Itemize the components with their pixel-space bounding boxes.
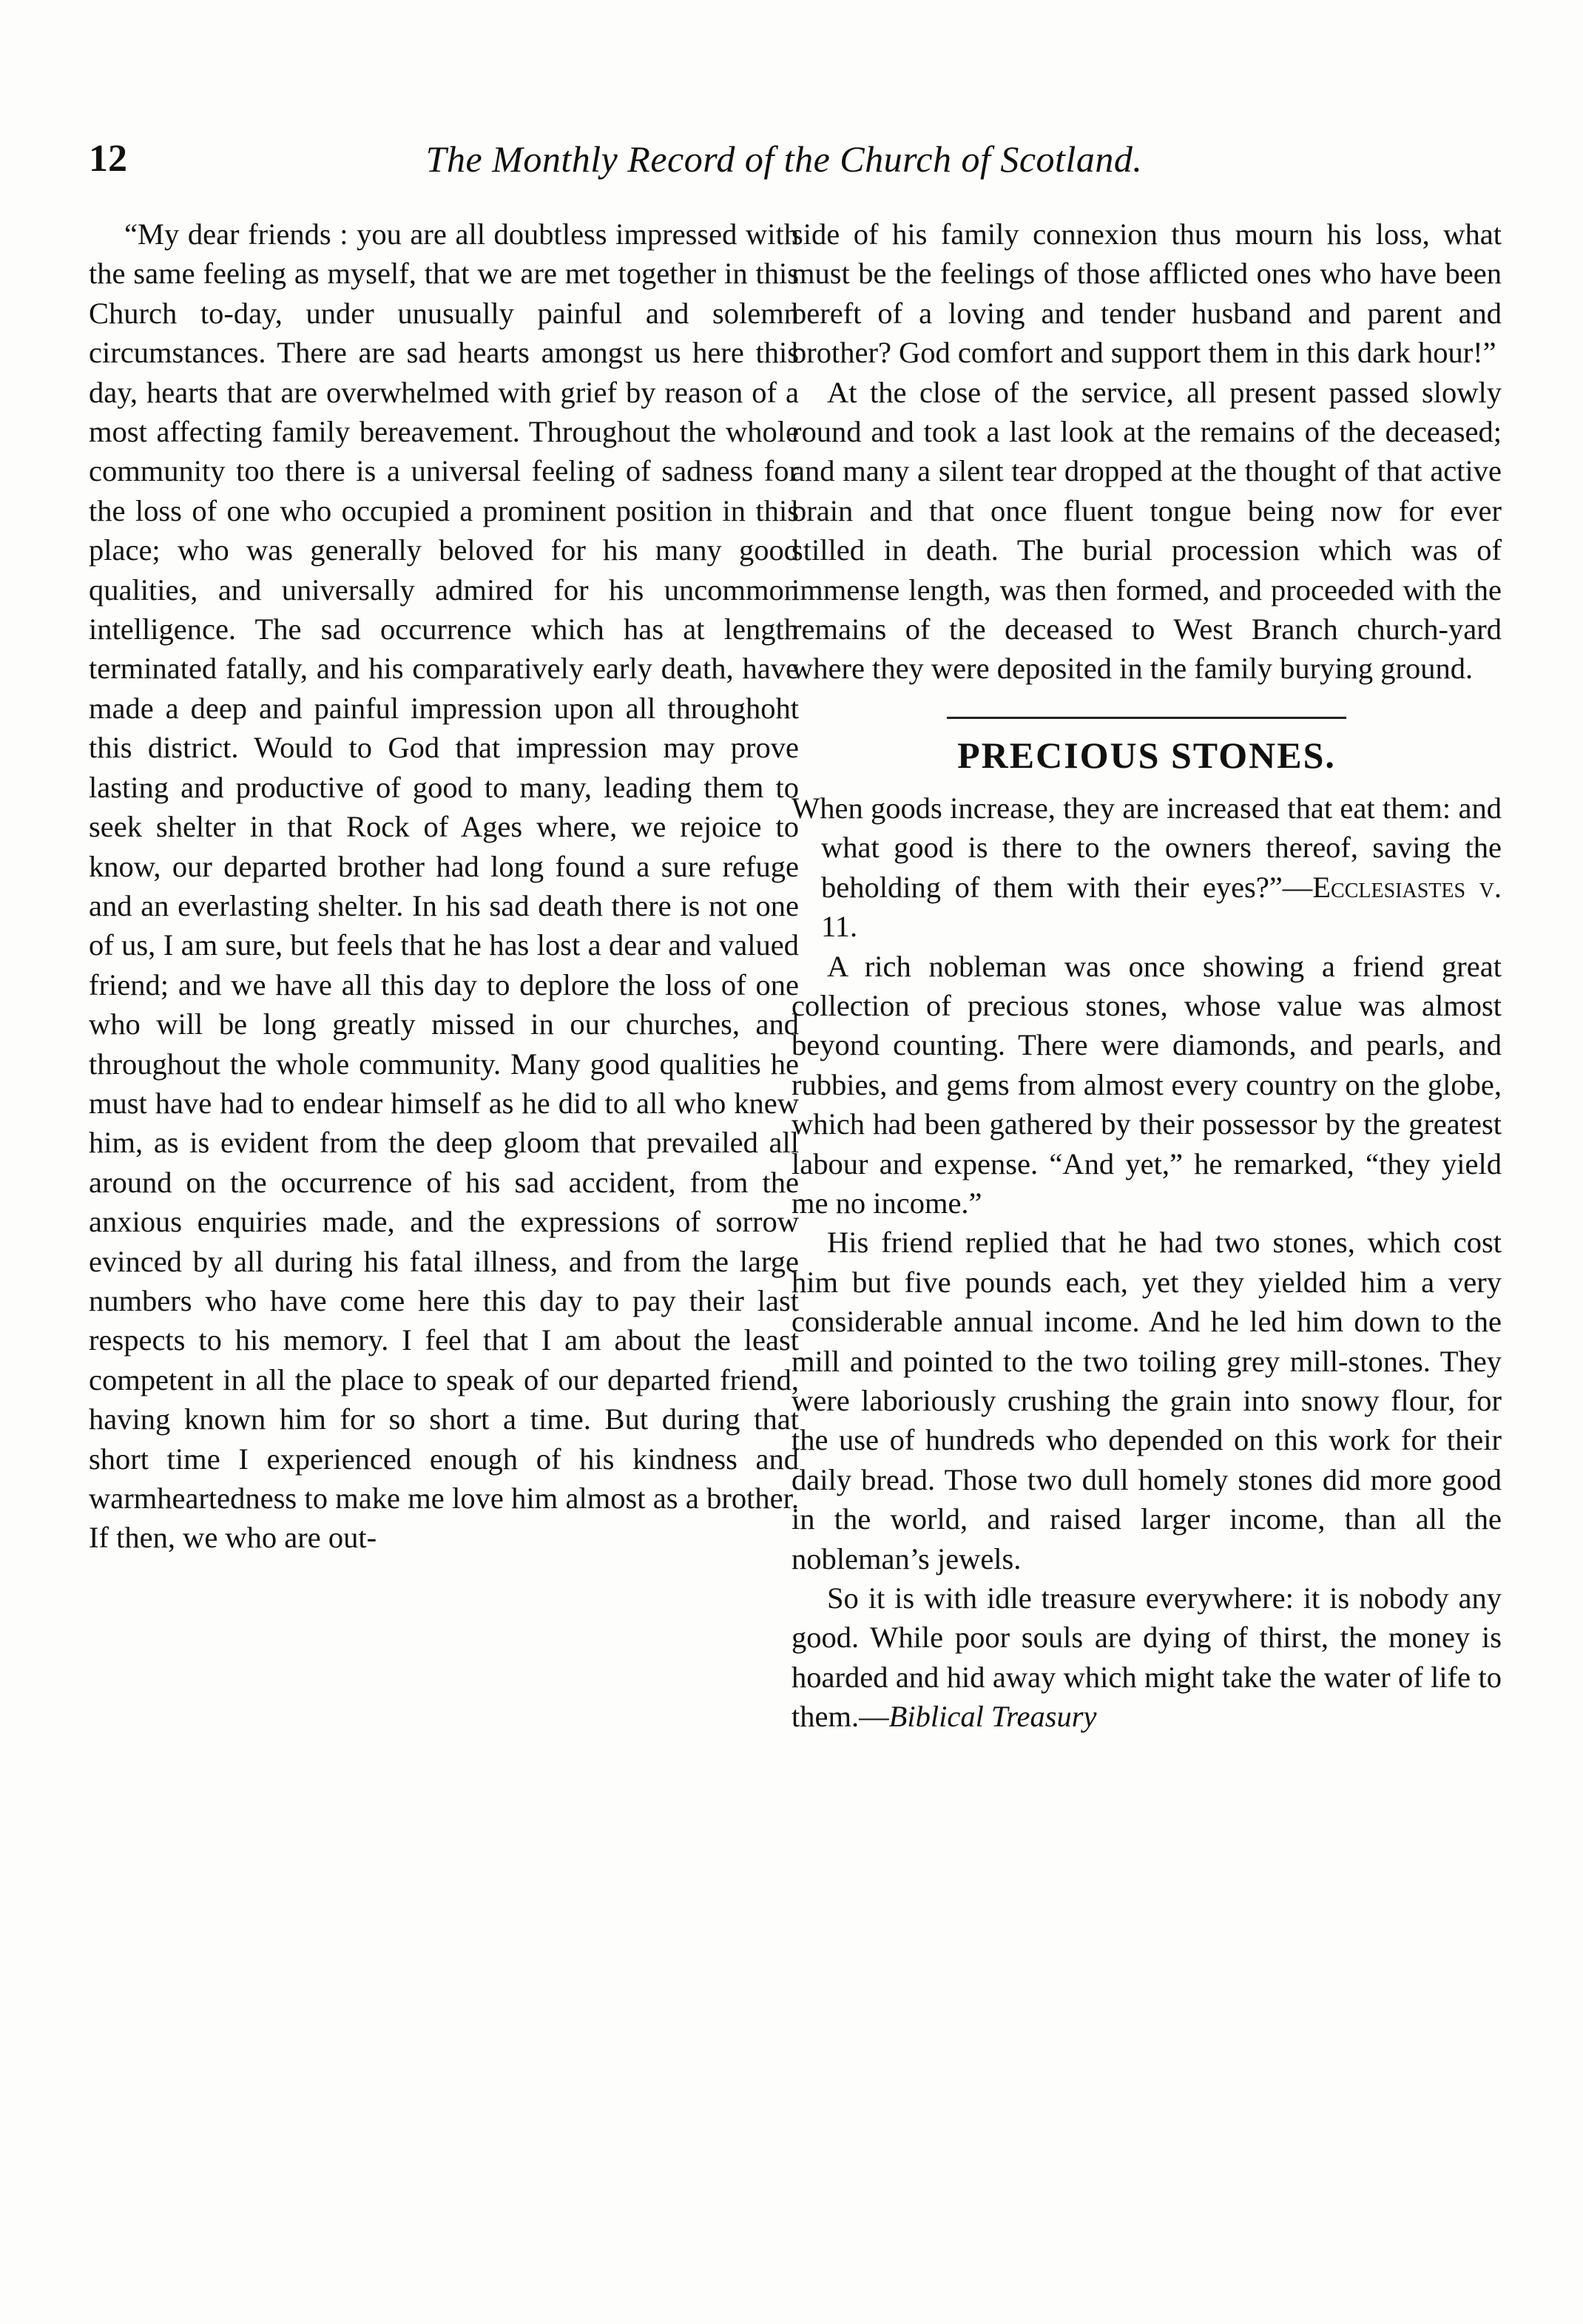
sermon-continuation: side of his family connexion thus mourn his loss, what must be the feelings of those afflicted ones who have been bereft of a loving and tender husband and parent and brother? God comfort and support them in this dark hour!” bbox=[792, 217, 1502, 370]
left-column bbox=[89, 215, 799, 1558]
epigraph-text: When goods increase, they are increased that eat them: and what good is there to the owners thereof, saving the beholding of them with their eyes?”— bbox=[792, 791, 1502, 904]
closing-text: So it is with idle treasure everywhere: it is nobody any good. While poor souls are dying of thirst, the money is hoarded and hid away which might take the water of life to them.— bbox=[792, 1581, 1502, 1734]
running-head bbox=[89, 133, 1479, 185]
page-number: 12 bbox=[89, 138, 127, 180]
right-column bbox=[792, 215, 1502, 1737]
burial-paragraph: At the close of the service, all present passed slowly round and took a last look at the remains of the deceased; and many a silent tear dropped at the thought of that active brain and that once fluent tongue being now for ever stilled in death. The burial procession which was of immense length, was then formed, and proceeded with the remains of the deceased to West Branch church-yard where they were deposited in the family burying ground. bbox=[792, 375, 1502, 686]
sermon-paragraph: “My dear friends : you are all doubtless impressed with the same feeling as myself, that we are met together in this Church to-day, under unusually painful and solemn circumstances. There are sad hearts amongst us here this day, hearts that are overwhelmed with grief by reason of a most affecting family bereavement. Throughout the whole community too there is a universal feeling of sadness for the loss of one who occupied a prominent position in this place; who was generally beloved for his many good qualities, and universally admired for his uncommon intelligence. The sad occurrence which has at length terminated fatally, and his comparatively early death, have made a deep and painful impression upon all throughoht this district. Would to God that impression may prove lasting and productive of good to many, leading them to seek shelter in that Rock of Ages where, we rejoice to know, our departed brother had long found a sure refuge and an everlasting shelter. In his sad death there is not one of us, I am sure, but feels that he has lost a dear and valued friend; and we have all this day to deplore the loss of one who will be long greatly missed in our churches, and throughout the whole community. Many good qualities he must have had to endear himself as he did to all who knew him, as is evident from the deep gloom that prevailed all around on the occurrence of his sad accident, from the anxious enquiries made, and the expressions of sorrow evinced by all during his fatal illness, and from the large numbers who have come here this day to pay their last respects to his memory. I feel that I am about the least competent in all the place to speak of our departed friend, having known him for so short a time. But during that short time I experienced enough of his kindness and warmheartedness to make me love him almost as a brother. If then, we who are out- bbox=[89, 217, 799, 1555]
millstones-paragraph: His friend replied that he had two stones, which cost him but five pounds each, yet they yielded him a very considerable annual income. And he led him down to the mill and pointed to the two toiling grey mill-stones. They were laboriously crushing the grain into snowy flour, for the use of hundreds who depended on this work for their daily bread. Those two dull homely stones did more good in the world, and raised larger income, than all the nobleman’s jewels. bbox=[792, 1226, 1502, 1575]
closing-paragraph bbox=[792, 1578, 1502, 1737]
epigraph bbox=[792, 788, 1502, 947]
section-heading: PRECIOUS STONES. bbox=[957, 734, 1336, 776]
epigraph-reference: Ecclesiastes v. 11. bbox=[821, 870, 1502, 944]
nobleman-paragraph: A rich nobleman was once showing a friend great collection of precious stones, whose value was almost beyond counting. There were diamonds, and pearls, and rubbies, and gems from almost every country on the globe, which had been gathered by their possessor by the greatest labour and expense. “And yet,” he remarked, “they yield me no income.” bbox=[792, 949, 1502, 1220]
journal-title: The Monthly Record of the Church of Scotland. bbox=[425, 138, 1143, 180]
source-attribution: Biblical Treasury bbox=[888, 1700, 1097, 1734]
section-divider bbox=[947, 717, 1346, 719]
